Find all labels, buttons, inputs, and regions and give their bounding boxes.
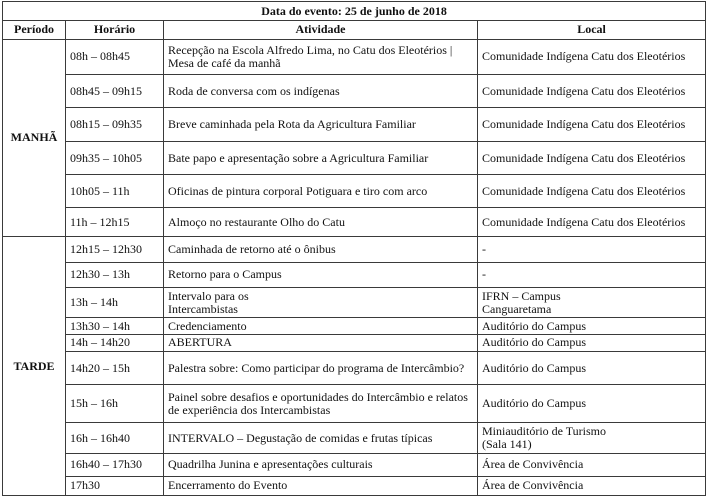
local-text: IFRN – Campus Canguaretama xyxy=(482,288,561,316)
time-cell: 11h – 12h15 xyxy=(66,207,164,236)
local-cell: Área de Convivência xyxy=(478,476,706,495)
table-row xyxy=(3,262,706,287)
table-row xyxy=(3,108,706,141)
activity-cell: Caminhada de retorno até o ônibus xyxy=(164,237,478,262)
time-cell: 15h – 16h xyxy=(66,385,164,423)
local-cell: Comunidade Indígena Catu dos Eleotérios xyxy=(478,141,706,174)
header-time: Horário xyxy=(66,21,164,39)
time-cell: 13h – 14h xyxy=(66,287,164,317)
local-cell: Comunidade Indígena Catu dos Eleotérios xyxy=(478,108,706,141)
local-cell: Auditório do Campus xyxy=(478,318,706,334)
time-cell: 16h40 – 17h30 xyxy=(66,454,164,476)
header-period: Período xyxy=(3,21,66,39)
local-cell: Auditório do Campus xyxy=(478,351,706,384)
title-row xyxy=(3,2,706,21)
activity-cell: Roda de conversa com os indígenas xyxy=(164,75,478,108)
local-cell: Área de Convivência xyxy=(478,454,706,476)
activity-cell: Credenciamento xyxy=(164,318,478,334)
header-activity: Atividade xyxy=(164,21,478,39)
activity-cell: Breve caminhada pela Rota da Agricultura Familiar xyxy=(164,108,478,141)
activity-cell: Palestra sobre: Como participar do programa de Intercâmbio? xyxy=(164,351,478,384)
time-cell: 13h30 – 14h xyxy=(66,318,164,334)
activity-text: Intervalo para os Intercambistas xyxy=(168,288,249,316)
local-text: Miniauditório de Turismo (Sala 141) xyxy=(482,424,607,452)
time-cell: 10h05 – 11h xyxy=(66,175,164,207)
period-afternoon: TARDE xyxy=(3,237,66,496)
time-cell: 09h35 – 10h05 xyxy=(66,141,164,174)
local-cell: Comunidade Indígena Catu dos Eleotérios xyxy=(478,175,706,207)
local-cell: Auditório do Campus xyxy=(478,334,706,351)
local-cell: Comunidade Indígena Catu dos Eleotérios xyxy=(478,39,706,75)
table-row xyxy=(3,385,706,423)
event-date-title: Data do evento: 25 de junho de 2018 xyxy=(3,2,706,21)
table-row xyxy=(3,318,706,334)
time-cell: 12h15 – 12h30 xyxy=(66,237,164,262)
local-cell: Comunidade Indígena Catu dos Eleotérios xyxy=(478,75,706,108)
activity-cell: Encerramento do Evento xyxy=(164,476,478,495)
activity-cell: Bate papo e apresentação sobre a Agricultura Familiar xyxy=(164,141,478,174)
period-morning: MANHÃ xyxy=(3,39,66,237)
time-cell: 14h – 14h20 xyxy=(66,334,164,351)
local-cell: Comunidade Indígena Catu dos Eleotérios xyxy=(478,207,706,236)
activity-cell: Painel sobre desafios e oportunidades do Intercâmbio e relatos de experiência dos Intercambistas xyxy=(164,385,478,423)
local-cell: - xyxy=(478,262,706,287)
time-cell: 16h – 16h40 xyxy=(66,422,164,453)
activity-cell: Recepção na Escola Alfredo Lima, no Catu dos Eleotérios | Mesa de café da manhã xyxy=(164,39,478,75)
activity-cell: INTERVALO – Degustação de comidas e frutas típicas xyxy=(164,422,478,453)
table-row xyxy=(3,207,706,236)
table-row xyxy=(3,237,706,262)
time-cell: 12h30 – 13h xyxy=(66,262,164,287)
activity-cell: Almoço no restaurante Olho do Catu xyxy=(164,207,478,236)
activity-cell: Quadrilha Junina e apresentações culturais xyxy=(164,454,478,476)
header-row xyxy=(3,21,706,39)
header-local: Local xyxy=(478,21,706,39)
table-row xyxy=(3,75,706,108)
time-cell: 08h45 – 09h15 xyxy=(66,75,164,108)
table-row xyxy=(3,454,706,476)
local-cell: - xyxy=(478,237,706,262)
local-cell xyxy=(478,287,706,317)
time-cell: 08h – 08h45 xyxy=(66,39,164,75)
local-cell xyxy=(478,422,706,453)
table-row xyxy=(3,287,706,317)
table-row xyxy=(3,39,706,75)
table-row xyxy=(3,175,706,207)
table-row xyxy=(3,334,706,351)
activity-cell: Retorno para o Campus xyxy=(164,262,478,287)
activity-cell xyxy=(164,287,478,317)
event-schedule-table xyxy=(2,1,706,496)
table-row xyxy=(3,141,706,174)
table-row xyxy=(3,422,706,453)
time-cell: 14h20 – 15h xyxy=(66,351,164,384)
table-row xyxy=(3,351,706,384)
table-row xyxy=(3,476,706,495)
time-cell: 08h15 – 09h35 xyxy=(66,108,164,141)
activity-cell: Oficinas de pintura corporal Potiguara e tiro com arco xyxy=(164,175,478,207)
activity-cell: ABERTURA xyxy=(164,334,478,351)
time-cell: 17h30 xyxy=(66,476,164,495)
local-cell: Auditório do Campus xyxy=(478,385,706,423)
